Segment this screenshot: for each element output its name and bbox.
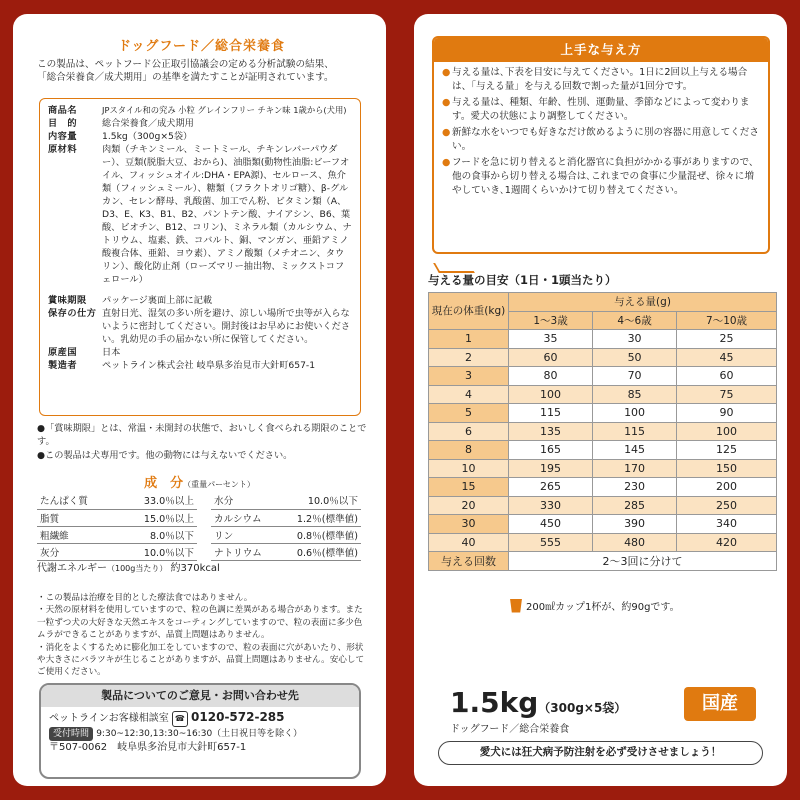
cell: 115	[509, 404, 593, 423]
spec-box	[39, 98, 361, 416]
nut-row	[37, 526, 197, 543]
spec-row	[48, 307, 352, 346]
nutrition-left	[37, 492, 197, 561]
cell: 265	[509, 478, 593, 497]
contact-title: 製品についてのご意見・お問い合わせ先	[41, 685, 359, 707]
nut-value: 10.0％以下	[115, 543, 197, 560]
spec-value: JPスタイル和の究み 小粒 グレインフリー チキン味 1歳から(犬用)	[102, 105, 347, 115]
contact-box	[39, 683, 361, 779]
table-title: 与える量の目安（1日・1頭当たり）	[428, 273, 617, 287]
nut-value: 15.0％以上	[115, 509, 197, 526]
spec-value: ペットライン株式会社 岐阜県多治見市大針町657-1	[102, 360, 316, 371]
cell: 50	[593, 348, 677, 367]
cup-note	[510, 598, 680, 613]
origin-badge: 国産	[684, 687, 756, 721]
cell: 145	[593, 441, 677, 460]
table-row	[429, 459, 777, 478]
cell: 115	[593, 422, 677, 441]
tips-title: 上手な与え方	[434, 38, 768, 62]
cell: 100	[509, 385, 593, 404]
nutrition-sub: （重量パーセント）	[183, 480, 255, 489]
times-value: 2〜3回に分けて	[509, 552, 777, 571]
nutrition-table	[37, 492, 361, 561]
note: ・天然の原材料を使用していますので、粒の色調に差異がある場合があります。また一粒ずつ犬の大好きな天然エキスをコーティングしていますので、粒の表面に多少色ムラができることがありますが、品質上問題はありません。	[37, 605, 363, 641]
table-row	[429, 478, 777, 497]
cell: 230	[593, 478, 677, 497]
cell: 165	[509, 441, 593, 460]
cell: 330	[509, 496, 593, 515]
cell-weight: 8	[429, 441, 509, 460]
nut-row	[211, 526, 361, 543]
cell: 100	[593, 404, 677, 423]
table-row	[429, 552, 777, 571]
nutrition-right	[211, 492, 361, 561]
nut-value: 0.8％(標準値)	[278, 526, 361, 543]
cell: 420	[677, 533, 777, 552]
col-weight: 現在の体重(kg)	[429, 293, 509, 330]
tip-text: 与える量は､下表を目安に与えてください。1日に2回以上与える場合は、「与える量」を与える回数で割った量が1回分です。	[452, 67, 748, 92]
contact-line	[49, 710, 351, 727]
nut-name: たんぱく質	[37, 492, 115, 509]
table-row	[429, 496, 777, 515]
spec-value: 肉類（チキンミール、ミートミール、チキンレバーパウダー）、豆類(脱脂大豆、おから)、油脂類(動物性油脂:ビーフオイル、フィッシュオイル:DHA・EPA源)、セルロース、魚介類（フィッシュミール）、糖類（フラクトオリゴ糖）、β-グルカン、セレン酵母、乳酸菌、加工でん粉、ビタミン類（A、D3、E、K3、B1、B2、パントテン酸、ナイアシン、B6、葉酸、ビオチン、B12、コリン)、ミネラル類（カルシウム、ナトリウム、塩素、鉄、コバルト、銅、マンガン、亜鉛アミノ酸複合体、亜鉛、ヨウ素）、アミノ酸類（メチオニン、タウリン）、酸化防止剤（ローズマリー抽出物、ミックストコフェロール）	[102, 144, 352, 285]
col-amount: 与える量(g)	[509, 293, 777, 312]
spec-row	[48, 294, 352, 307]
spec-row	[48, 359, 352, 372]
spec-label: 製造者	[48, 360, 78, 371]
phone-icon: ☎	[172, 711, 188, 727]
tip-item: ● 新鮮な水をいつでも好きなだけ飲めるように別の容器に用意してください。	[442, 127, 759, 152]
nut-row	[37, 492, 197, 509]
nut-name: カルシウム	[211, 509, 278, 526]
contact-hours: 9:30~12:30,13:30~16:30（土日祝日等を除く）	[96, 729, 303, 739]
nut-name: 灰分	[37, 543, 115, 560]
cell: 390	[593, 515, 677, 534]
spec-row	[48, 346, 352, 359]
spec-label: 賞味期限	[48, 295, 87, 306]
age-col: 1〜3歳	[509, 311, 593, 330]
cell-weight: 20	[429, 496, 509, 515]
cell: 555	[509, 533, 593, 552]
table-row	[429, 404, 777, 423]
spec-label: 目 的	[48, 118, 78, 129]
tip-item: ● 与える量は、種類、年齢、性別、運動量、季節などによって変わります。愛犬の状態により調整してください。	[442, 96, 760, 124]
cell: 35	[509, 330, 593, 349]
contact-phone: 0120-572-285	[191, 710, 285, 724]
table-row	[429, 348, 777, 367]
cell: 80	[509, 367, 593, 386]
spec-value: 直射日光、湿気の多い所を避け、涼しい場所で虫等が入らないように密封してください。開封後はお早めにお使いください。乳幼児の手の届かない所に保管してください。	[102, 308, 351, 345]
nut-name: リン	[211, 526, 278, 543]
tip-text: 与える量は、種類、年齢、性別、運動量、季節などによって変わります。愛犬の状態により調整してください。	[452, 97, 750, 122]
cell-weight: 4	[429, 385, 509, 404]
note: ●この製品は犬専用です。他の動物には与えないでください。	[37, 449, 293, 461]
nutrition-header	[13, 472, 386, 491]
spec-value: 総合栄養食／成犬期用	[102, 118, 194, 129]
nutrition-title: 成 分	[144, 476, 184, 491]
energy-value: 約370kcal	[170, 563, 220, 574]
cell: 75	[677, 385, 777, 404]
spec-label: 原材料	[48, 144, 78, 155]
cell: 480	[593, 533, 677, 552]
contact-desk: ペットラインお客様相談室	[49, 713, 169, 724]
energy-label: 代謝エネルギー	[37, 563, 107, 574]
table-row	[429, 330, 777, 349]
contact-line	[49, 727, 351, 741]
nut-row	[37, 509, 197, 526]
weight: 1.5kg	[450, 686, 539, 719]
hours-label: 受付時間	[49, 727, 93, 741]
note: ●「賞味期限」とは、常温・未開封の状態で、おいしく食べられる期限のことです。	[37, 423, 367, 448]
cell: 450	[509, 515, 593, 534]
spec-label: 商品名	[48, 105, 78, 116]
spec-value: 1.5kg（300g×5袋）	[102, 131, 193, 142]
cell-weight: 6	[429, 422, 509, 441]
cell: 90	[677, 404, 777, 423]
cell: 125	[677, 441, 777, 460]
nut-name: 水分	[211, 492, 278, 509]
nut-value: 0.6％(標準値)	[278, 543, 361, 560]
cell: 85	[593, 385, 677, 404]
nut-name: 脂質	[37, 509, 115, 526]
cell: 60	[509, 348, 593, 367]
cell-weight: 15	[429, 478, 509, 497]
cell-weight: 30	[429, 515, 509, 534]
notes-2	[37, 592, 370, 679]
tip-item: ● 与える量は､下表を目安に与えてください。1日に2回以上与える場合は、「与える量」を与える回数で割った量が1回分です。	[442, 66, 760, 94]
tips-box	[432, 36, 770, 254]
left-panel	[13, 14, 386, 786]
nut-row	[211, 492, 361, 509]
nut-row	[211, 509, 361, 526]
cell: 340	[677, 515, 777, 534]
cell: 60	[677, 367, 777, 386]
cell-weight: 2	[429, 348, 509, 367]
intro	[37, 58, 370, 85]
nut-value: 8.0％以下	[115, 526, 197, 543]
cell-weight: 3	[429, 367, 509, 386]
cell: 135	[509, 422, 593, 441]
energy	[37, 562, 370, 575]
cell: 250	[677, 496, 777, 515]
nut-name: 粗繊維	[37, 526, 115, 543]
spec-row	[48, 104, 352, 117]
nut-name: ナトリウム	[211, 543, 278, 560]
cell-weight: 10	[429, 459, 509, 478]
cell: 45	[677, 348, 777, 367]
right-panel	[414, 14, 787, 786]
cell: 195	[509, 459, 593, 478]
tip-item: ● フードを急に切り替えると消化器官に負担がかかる事がありますので、他の食事から切り替える場合は､これまでの食事に少量混ぜ、徐々に増やしていき､1週間くらいかけて切り替えてください。	[442, 157, 759, 196]
left-title: ドッグフード／総合栄養食	[117, 39, 286, 54]
weight-block	[450, 686, 626, 719]
cup-icon	[510, 599, 522, 613]
table-row	[429, 422, 777, 441]
cell: 170	[593, 459, 677, 478]
nut-value: 10.0％以下	[278, 492, 361, 509]
cup-text: 200㎖カップ1杯が、約90gです。	[526, 602, 680, 613]
intro-line: この製品は、ペットフード公正取引協議会の定める分析試験の結果、	[37, 59, 334, 70]
age-col: 7〜10歳	[677, 311, 777, 330]
spec-label: 内容量	[48, 131, 78, 142]
nut-value: 33.0％以上	[115, 492, 197, 509]
intro-line: 「総合栄養食／成犬期用」の基準を満たすことが証明されています。	[37, 72, 334, 84]
nut-row	[211, 543, 361, 560]
table-row	[429, 385, 777, 404]
spec-row	[48, 117, 352, 130]
spec-label: 保存の仕方	[48, 308, 97, 319]
age-col: 4〜6歳	[593, 311, 677, 330]
cell: 30	[593, 330, 677, 349]
product-type: ドッグフード／総合栄養食	[450, 724, 570, 735]
table-row	[429, 515, 777, 534]
table-row	[429, 367, 777, 386]
contact-address: 〒507-0062 岐阜県多治見市大針町657-1	[49, 742, 247, 753]
cell: 70	[593, 367, 677, 386]
cell-weight: 1	[429, 330, 509, 349]
cell: 150	[677, 459, 777, 478]
tip-text: フードを急に切り替えると消化器官に負担がかかる事がありますので、他の食事から切り替える場合は､これまでの食事に少量混ぜ、徐々に増やしていき､1週間くらいかけて切り替えてください。	[452, 157, 759, 196]
spec-label: 原産国	[48, 347, 78, 358]
feeding-table	[428, 292, 777, 571]
note: ・この製品は治療を目的とした療法食ではありません。	[37, 593, 253, 603]
table-row	[429, 533, 777, 552]
table-row	[429, 441, 777, 460]
nut-row	[37, 543, 197, 560]
spec-row	[48, 130, 352, 143]
spec-value: パッケージ裏面上部に記載	[102, 295, 213, 306]
cell: 200	[677, 478, 777, 497]
cell: 100	[677, 422, 777, 441]
cell: 285	[593, 496, 677, 515]
note: ・消化をよくするために膨化加工をしていますので、粒の表面に穴があいたり、形状や大きさにバラツキが生じることがありますが、品質上問題はありません。安心してご使用ください。	[37, 642, 365, 678]
notes-1	[37, 422, 370, 462]
nut-value: 1.2％(標準値)	[278, 509, 361, 526]
weight-detail: （300g×5袋）	[538, 701, 627, 715]
rabies-note: 愛犬には狂犬病予防注射を必ず受けさせましょう！	[438, 741, 763, 765]
times-label: 与える回数	[429, 552, 509, 571]
spec-row	[48, 143, 352, 286]
cell-weight: 5	[429, 404, 509, 423]
energy-unit: （100g当たり）	[107, 564, 168, 573]
tip-text: 新鮮な水をいつでも好きなだけ飲めるように別の容器に用意してください。	[452, 127, 759, 152]
cell-weight: 40	[429, 533, 509, 552]
cell: 25	[677, 330, 777, 349]
spec-value: 日本	[102, 347, 121, 358]
